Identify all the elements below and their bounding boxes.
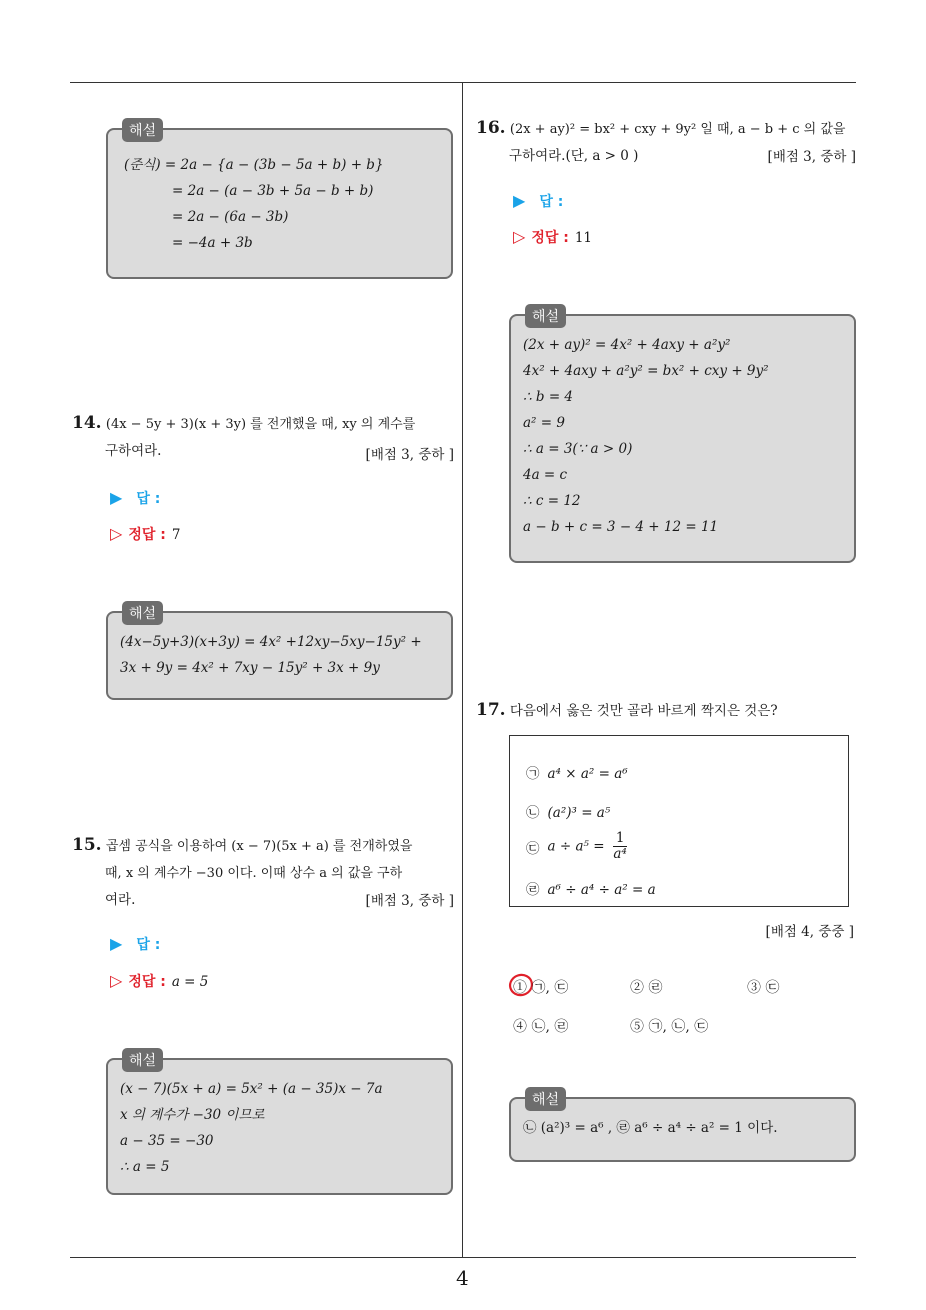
correct-value: 7: [171, 527, 181, 543]
answer-row: [110, 488, 160, 508]
choice-expr: a ÷ a⁵ =: [547, 838, 605, 855]
choice-mark: ㉡: [526, 805, 540, 821]
top-rule: [70, 82, 856, 83]
correct-value: 11: [574, 230, 593, 246]
solution-line: = 2a − (6a − 3b): [172, 209, 289, 225]
answer-triangle-icon: ▶: [513, 191, 526, 210]
correct-value: a = 5: [171, 974, 209, 990]
correct-label: 정답 :: [531, 230, 569, 246]
question-number: 17.: [476, 700, 506, 720]
choice-mark: ㉣: [526, 882, 540, 898]
correct-label: 정답 :: [128, 527, 166, 543]
question-text: 다음에서 옳은 것만 골라 바르게 짝지은 것은?: [509, 703, 778, 719]
solution-line: 4a = c: [523, 467, 568, 483]
question-number: 15.: [72, 835, 102, 855]
choice-item: [526, 801, 610, 821]
solution-line: 3x + 9y = 4x² + 7xy − 15y² + 3x + 9y: [120, 660, 380, 676]
question-text: 때, x 의 계수가 −30 이다. 이때 상수 a 의 값을 구하: [105, 866, 403, 881]
column-divider: [462, 82, 463, 1257]
solution-line: ∴ b = 4: [523, 389, 574, 405]
option-2[interactable]: ② ㉣: [630, 980, 663, 996]
answer-label: 답 :: [539, 194, 564, 210]
option-5[interactable]: ⑤ ㉠, ㉡, ㉢: [630, 1019, 709, 1035]
solution-line: = 2a − (a − 3b + 5a − b + b): [172, 183, 374, 199]
solution-box-14: [106, 606, 453, 700]
choice-mark: ㉢: [526, 840, 540, 857]
solution-box-13: [106, 123, 453, 279]
solution-line: ∴ a = 5: [120, 1159, 170, 1175]
solution-line: ㉡ (a²)³ = a⁶ , ㉣ a⁶ ÷ a⁴ ÷ a² = 1 이다.: [523, 1120, 778, 1136]
score-label: [배점 3, 중하 ]: [365, 447, 454, 463]
question-text: (4x − 5y + 3)(x + 3y) 를 전개했을 때, xy 의 계수를: [105, 417, 416, 432]
answer-triangle-icon: ▶: [110, 488, 123, 507]
fraction: [613, 831, 628, 862]
solution-line: x 의 계수가 −30 이므로: [120, 1107, 265, 1123]
choice-expr: (a²)³ = a⁵: [547, 805, 611, 821]
question-17: [476, 697, 861, 724]
question-text: (2x + ay)² = bx² + cxy + 9y² 일 때, a − b + c 의 값을: [509, 122, 846, 137]
answer-row: [110, 934, 160, 954]
solution-line: (준식) = 2a − {a − (3b − 5a + b) + b}: [124, 157, 384, 173]
question-text: 여라.: [105, 892, 136, 908]
solution-tag: 해설: [525, 304, 566, 328]
question-number: 14.: [72, 413, 102, 433]
correct-answer-row: [513, 227, 592, 247]
outline-triangle-icon: ▷: [513, 227, 526, 246]
score-label: [배점 3, 중하 ]: [767, 149, 856, 165]
answer-triangle-icon: ▶: [110, 934, 123, 953]
correct-answer-row: [110, 524, 180, 544]
outline-triangle-icon: ▷: [110, 971, 123, 990]
page-number: 4: [456, 1266, 469, 1290]
solution-line: a² = 9: [523, 415, 565, 431]
solution-line: ∴ c = 12: [523, 493, 581, 509]
solution-tag: 해설: [525, 1087, 566, 1111]
choice-expr: a⁶ ÷ a⁴ ÷ a² = a: [547, 882, 656, 898]
solution-box-17: [509, 1092, 856, 1162]
outline-triangle-icon: ▷: [110, 524, 123, 543]
solution-tag: 해설: [122, 118, 163, 142]
question-text: 구하여라.: [105, 443, 162, 459]
option-3[interactable]: ③ ㉢: [747, 980, 780, 996]
question-text: 곱셈 공식을 이용하여 (x − 7)(5x + a) 를 전개하였을: [105, 839, 413, 854]
score-label: [배점 4, 중중 ]: [765, 924, 854, 940]
choice-mark: ㉠: [526, 766, 540, 782]
correct-answer-row: [110, 971, 208, 991]
solution-tag: 해설: [122, 1048, 163, 1072]
answer-row: [513, 191, 563, 211]
solution-line: (x − 7)(5x + a) = 5x² + (a − 35)x − 7a: [120, 1081, 383, 1097]
question-number: 16.: [476, 118, 506, 138]
solution-box-15: [106, 1053, 453, 1195]
option-4[interactable]: ④ ㉡, ㉣: [513, 1019, 569, 1035]
score-label: [배점 3, 중하 ]: [365, 893, 454, 909]
fraction-denominator: a⁴: [613, 846, 627, 862]
correct-label: 정답 :: [128, 974, 166, 990]
option-1[interactable]: ① ㉠, ㉢: [513, 980, 569, 996]
solution-line: a − 35 = −30: [120, 1133, 214, 1149]
answer-label: 답 :: [136, 937, 161, 953]
choice-expr: a⁴ × a² = a⁶: [547, 766, 628, 782]
question-text: 구하여라.(단, a > 0 ): [509, 148, 639, 164]
solution-line: 4x² + 4axy + a²y² = bx² + cxy + 9y²: [523, 363, 769, 379]
choice-item: [526, 831, 627, 862]
bottom-rule: [70, 1257, 856, 1258]
answer-label: 답 :: [136, 491, 161, 507]
solution-line: (4x−5y+3)(x+3y) = 4x² +12xy−5xy−15y² +: [120, 634, 422, 650]
solution-line: ∴ a = 3(∵ a > 0): [523, 441, 633, 457]
choice-item: [526, 762, 628, 782]
solution-line: a − b + c = 3 − 4 + 12 = 11: [523, 519, 719, 535]
solution-tag: 해설: [122, 601, 163, 625]
choice-item: [526, 878, 656, 898]
solution-line: (2x + ay)² = 4x² + 4axy + a²y²: [523, 337, 731, 353]
solution-line: = −4a + 3b: [172, 235, 253, 251]
fraction-numerator: 1: [613, 831, 628, 847]
solution-box-16: [509, 309, 856, 563]
